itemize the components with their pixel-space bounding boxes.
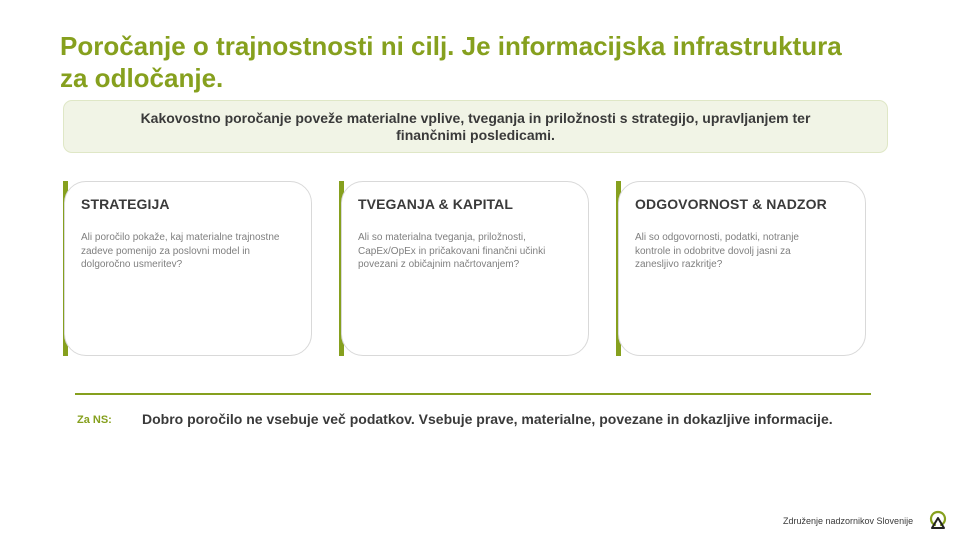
card-title: STRATEGIJA <box>81 196 170 212</box>
footer-organization: Združenje nadzornikov Slovenije <box>783 516 914 526</box>
card-body: Ali so materialna tveganja, priložnosti, CapEx/OpEx in pričakovani finančni učinki povezani z običajnim načrtovanjem? <box>358 232 546 270</box>
key-message-callout <box>63 100 888 153</box>
card-body: Ali poročilo pokaže, kaj materialne trajnostne zadeve pomenijo za poslovni model in dolgoročno usmeritev? <box>81 232 280 270</box>
card-strategy <box>64 181 312 356</box>
slide-title: Poročanje o trajnostnosti ni cilj. Je informacijska infrastruktura za odločanje. <box>60 31 842 93</box>
divider-line <box>75 393 871 395</box>
card-body: Ali so odgovornosti, podatki, notranje kontrole in odobritve dovolj jasni za zanesljivo razkritje? <box>635 232 799 270</box>
card-title: TVEGANJA & KAPITAL <box>358 196 514 212</box>
card-title: ODGOVORNOST & NADZOR <box>635 196 827 212</box>
card-accountability-oversight <box>618 181 866 356</box>
note-text: Dobro poročilo ne vsebuje več podatkov. Vsebuje prave, materialne, povezane in dokazljive informacije. <box>142 411 833 427</box>
note-label: Za NS: <box>77 414 112 426</box>
key-message-text: Kakovostno poročanje poveže materialne vplive, tveganja in priložnosti s strategijo, upravljanjem ter finančnimi posledicami. <box>140 109 811 143</box>
zns-logo-icon <box>928 510 948 530</box>
card-risks-capital <box>341 181 589 356</box>
